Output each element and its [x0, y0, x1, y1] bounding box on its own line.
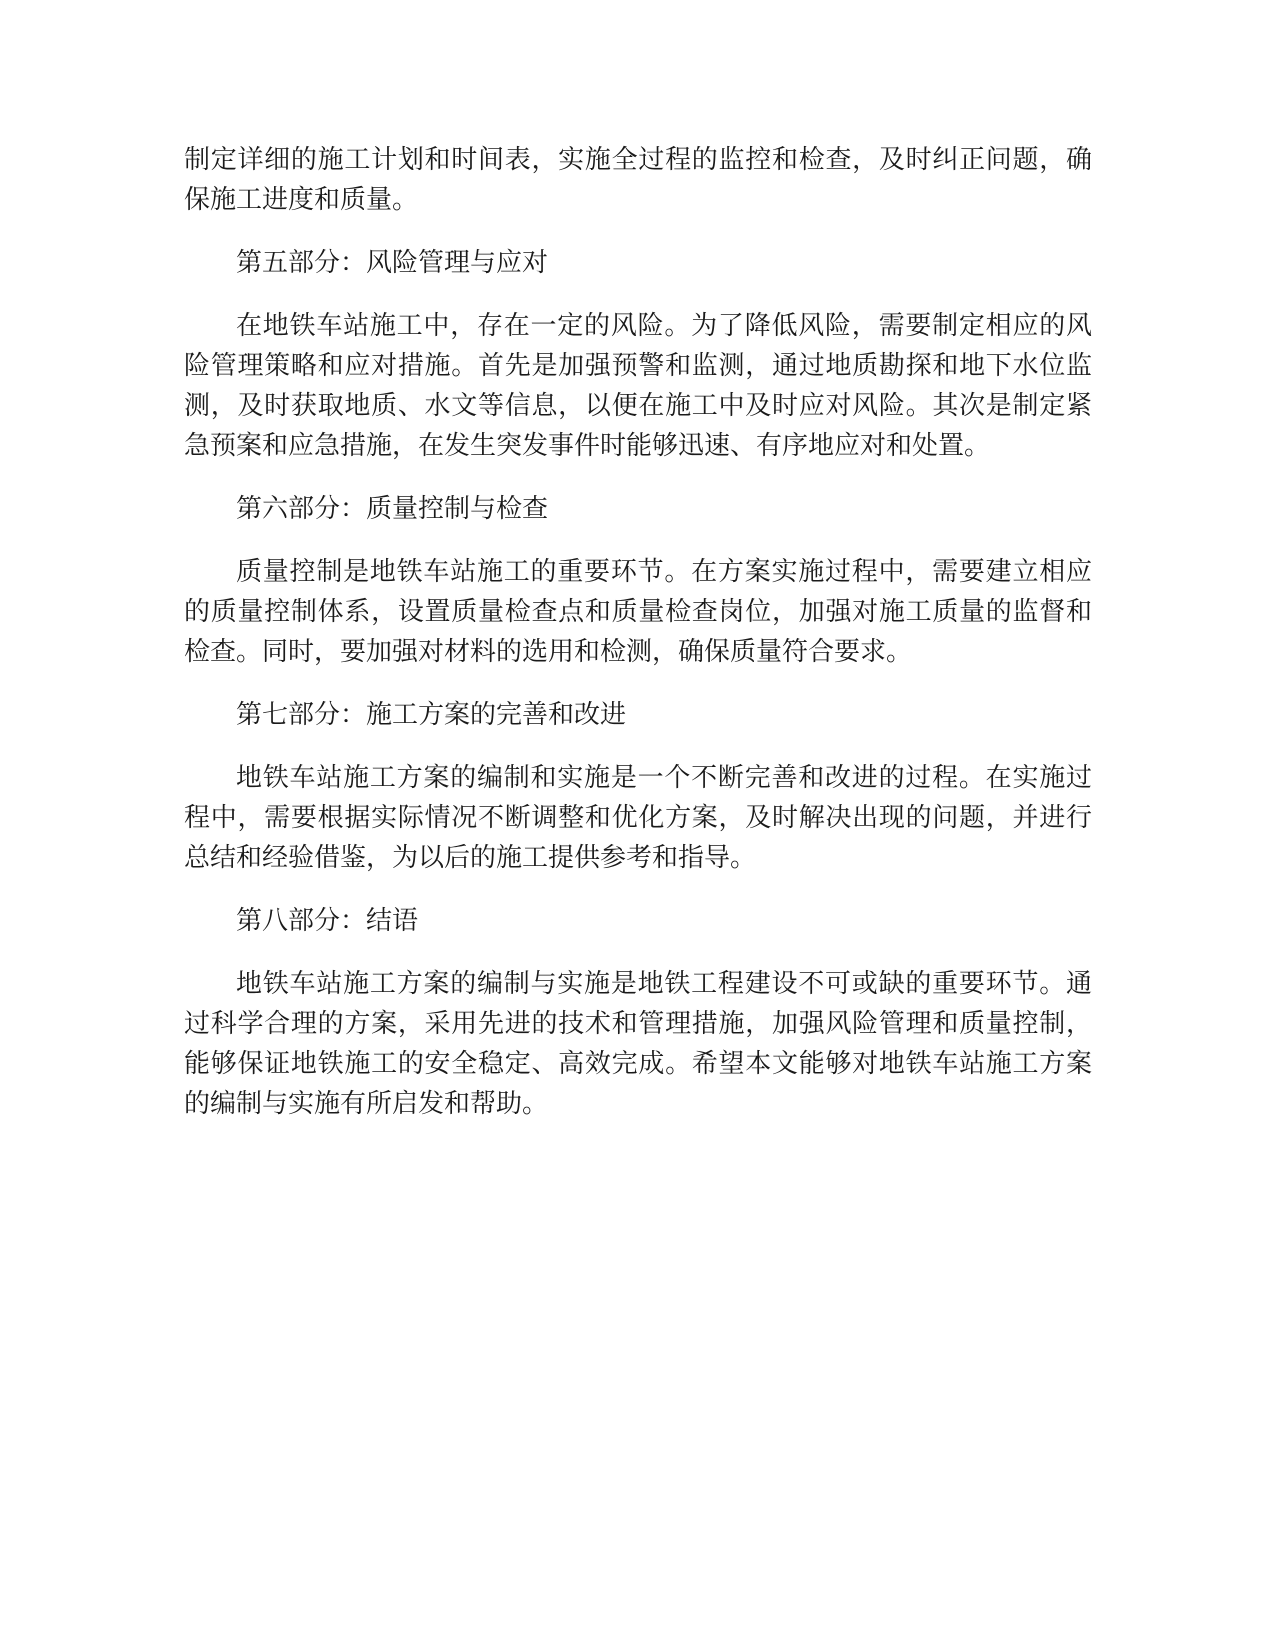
section-heading-part8: 第八部分：结语: [236, 906, 419, 936]
paragraph-improvement: 地铁车站施工方案的编制和实施是一个不断完善和改进的过程。在实施过程中，需要根据实际情况不断调整和优化方案，及时解决出现的问题，并进行总结和经验借鉴，为以后的施工提供参考和指导。: [184, 763, 1092, 873]
section-heading-part5: 第五部分：风险管理与应对: [236, 248, 549, 278]
paragraph-continued: 制定详细的施工计划和时间表，实施全过程的监控和检查，及时纠正问题，确保施工进度和质量。: [184, 145, 1092, 215]
paragraph-risk-management: 在地铁车站施工中，存在一定的风险。为了降低风险，需要制定相应的风险管理策略和应对措施。首先是加强预警和监测，通过地质勘探和地下水位监测，及时获取地质、水文等信息，以便在施工中及时应对风险。其次是制定紧急预案和应急措施，在发生突发事件时能够迅速、有序地应对和处置。: [184, 311, 1092, 461]
paragraph-conclusion: 地铁车站施工方案的编制与实施是地铁工程建设不可或缺的重要环节。通过科学合理的方案，采用先进的技术和管理措施，加强风险管理和质量控制，能够保证地铁施工的安全稳定、高效完成。希望本文能够对地铁车站施工方案的编制与实施有所启发和帮助。: [184, 969, 1092, 1119]
section-heading-part6: 第六部分：质量控制与检查: [236, 494, 549, 524]
document-body: [184, 140, 1092, 1147]
section-heading-part7: 第七部分：施工方案的完善和改进: [236, 700, 627, 730]
paragraph-quality-control: 质量控制是地铁车站施工的重要环节。在方案实施过程中，需要建立相应的质量控制体系，设置质量检查点和质量检查岗位，加强对施工质量的监督和检查。同时，要加强对材料的选用和检测，确保质量符合要求。: [184, 557, 1092, 667]
